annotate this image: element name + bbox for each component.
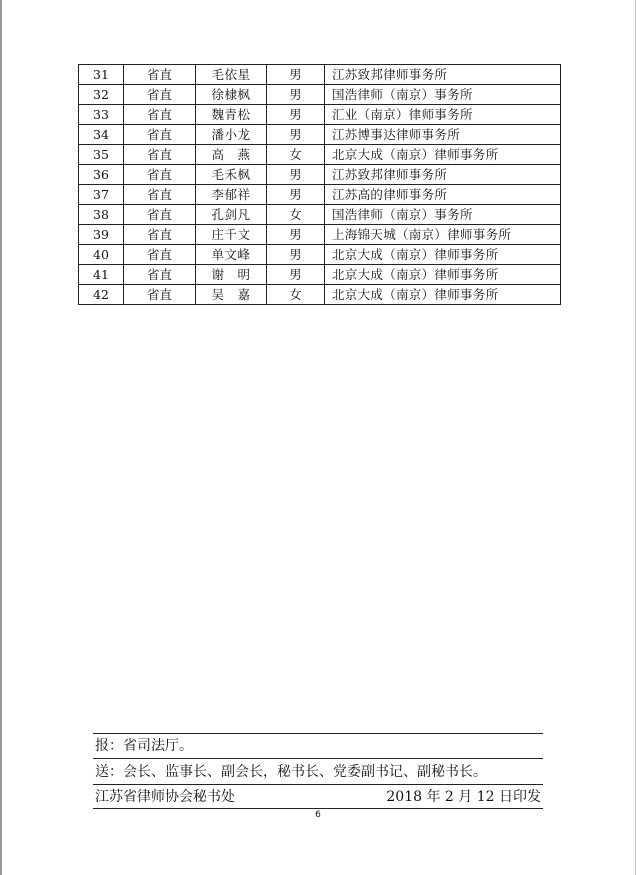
row-number-cell: 35 bbox=[79, 145, 124, 165]
law-firm-cell: 北京大成（南京）律师事务所 bbox=[325, 265, 561, 285]
law-firm-cell: 江苏致邦律师事务所 bbox=[325, 65, 561, 85]
table-row bbox=[79, 225, 561, 245]
table-row bbox=[79, 145, 561, 165]
region-cell: 省直 bbox=[124, 285, 196, 305]
issuer-label: 江苏省律师协会秘书处 bbox=[95, 789, 235, 805]
lawyer-name-cell: 庄千文 bbox=[196, 225, 267, 245]
lawyer-name-cell: 谢 明 bbox=[196, 265, 267, 285]
page-number: 6 bbox=[315, 810, 321, 820]
lawyer-name-cell: 高 燕 bbox=[196, 145, 267, 165]
lawyer-name-cell: 潘小龙 bbox=[196, 125, 267, 145]
page-left-edge bbox=[0, 0, 2, 875]
row-number-cell: 37 bbox=[79, 185, 124, 205]
footer-lower-rule bbox=[93, 784, 543, 785]
gender-cell: 男 bbox=[267, 165, 325, 185]
table-row bbox=[79, 165, 561, 185]
gender-cell: 男 bbox=[267, 85, 325, 105]
table-row bbox=[79, 105, 561, 125]
print-date-label: 2018 年 2 月 12 日印发 bbox=[386, 789, 541, 805]
table-row bbox=[79, 125, 561, 145]
row-number-cell: 32 bbox=[79, 85, 124, 105]
row-number-cell: 40 bbox=[79, 245, 124, 265]
row-number-cell: 39 bbox=[79, 225, 124, 245]
gender-cell: 女 bbox=[267, 285, 325, 305]
law-firm-cell: 江苏博事达律师事务所 bbox=[325, 125, 561, 145]
gender-cell: 男 bbox=[267, 125, 325, 145]
lawyer-name-cell: 单文峰 bbox=[196, 245, 267, 265]
lawyer-name-cell: 魏青松 bbox=[196, 105, 267, 125]
law-firm-cell: 国浩律师（南京）事务所 bbox=[325, 85, 561, 105]
row-number-cell: 42 bbox=[79, 285, 124, 305]
report-to-line: 报：省司法厅。 bbox=[95, 738, 193, 754]
lawyer-name-cell: 徐棣枫 bbox=[196, 85, 267, 105]
gender-cell: 男 bbox=[267, 65, 325, 85]
lawyer-name-cell: 李郁祥 bbox=[196, 185, 267, 205]
gender-cell: 女 bbox=[267, 205, 325, 225]
gender-cell: 男 bbox=[267, 185, 325, 205]
region-cell: 省直 bbox=[124, 225, 196, 245]
gender-cell: 男 bbox=[267, 245, 325, 265]
law-firm-cell: 国浩律师（南京）事务所 bbox=[325, 205, 561, 225]
gender-cell: 女 bbox=[267, 145, 325, 165]
law-firm-cell: 江苏致邦律师事务所 bbox=[325, 165, 561, 185]
law-firm-cell: 北京大成（南京）律师事务所 bbox=[325, 245, 561, 265]
region-cell: 省直 bbox=[124, 185, 196, 205]
footer-top-rule bbox=[93, 733, 543, 734]
table-row bbox=[79, 205, 561, 225]
gender-cell: 男 bbox=[267, 265, 325, 285]
lawyer-roster-table bbox=[78, 64, 561, 305]
table-row bbox=[79, 265, 561, 285]
law-firm-cell: 北京大成（南京）律师事务所 bbox=[325, 145, 561, 165]
row-number-cell: 41 bbox=[79, 265, 124, 285]
region-cell: 省直 bbox=[124, 265, 196, 285]
region-cell: 省直 bbox=[124, 145, 196, 165]
footer-middle-rule bbox=[93, 758, 543, 759]
lawyer-name-cell: 毛禾枫 bbox=[196, 165, 267, 185]
region-cell: 省直 bbox=[124, 205, 196, 225]
table-row bbox=[79, 85, 561, 105]
footer-bottom-rule bbox=[93, 808, 543, 809]
roster-table-body bbox=[79, 65, 561, 305]
row-number-cell: 38 bbox=[79, 205, 124, 225]
law-firm-cell: 上海锦天城（南京）律师事务所 bbox=[325, 225, 561, 245]
law-firm-cell: 江苏高的律师事务所 bbox=[325, 185, 561, 205]
row-number-cell: 36 bbox=[79, 165, 124, 185]
table-row bbox=[79, 65, 561, 85]
table-row bbox=[79, 185, 561, 205]
region-cell: 省直 bbox=[124, 85, 196, 105]
region-cell: 省直 bbox=[124, 65, 196, 85]
gender-cell: 男 bbox=[267, 105, 325, 125]
table-row bbox=[79, 285, 561, 305]
row-number-cell: 33 bbox=[79, 105, 124, 125]
send-to-line: 送：会长、监事长、副会长，秘书长、党委副书记、副秘书长。 bbox=[95, 764, 487, 780]
row-number-cell: 31 bbox=[79, 65, 124, 85]
row-number-cell: 34 bbox=[79, 125, 124, 145]
table-row bbox=[79, 245, 561, 265]
law-firm-cell: 北京大成（南京）律师事务所 bbox=[325, 285, 561, 305]
region-cell: 省直 bbox=[124, 105, 196, 125]
law-firm-cell: 汇业（南京）律师事务所 bbox=[325, 105, 561, 125]
lawyer-name-cell: 毛依星 bbox=[196, 65, 267, 85]
region-cell: 省直 bbox=[124, 125, 196, 145]
gender-cell: 男 bbox=[267, 225, 325, 245]
region-cell: 省直 bbox=[124, 245, 196, 265]
lawyer-name-cell: 吴 嘉 bbox=[196, 285, 267, 305]
region-cell: 省直 bbox=[124, 165, 196, 185]
lawyer-name-cell: 孔剑凡 bbox=[196, 205, 267, 225]
